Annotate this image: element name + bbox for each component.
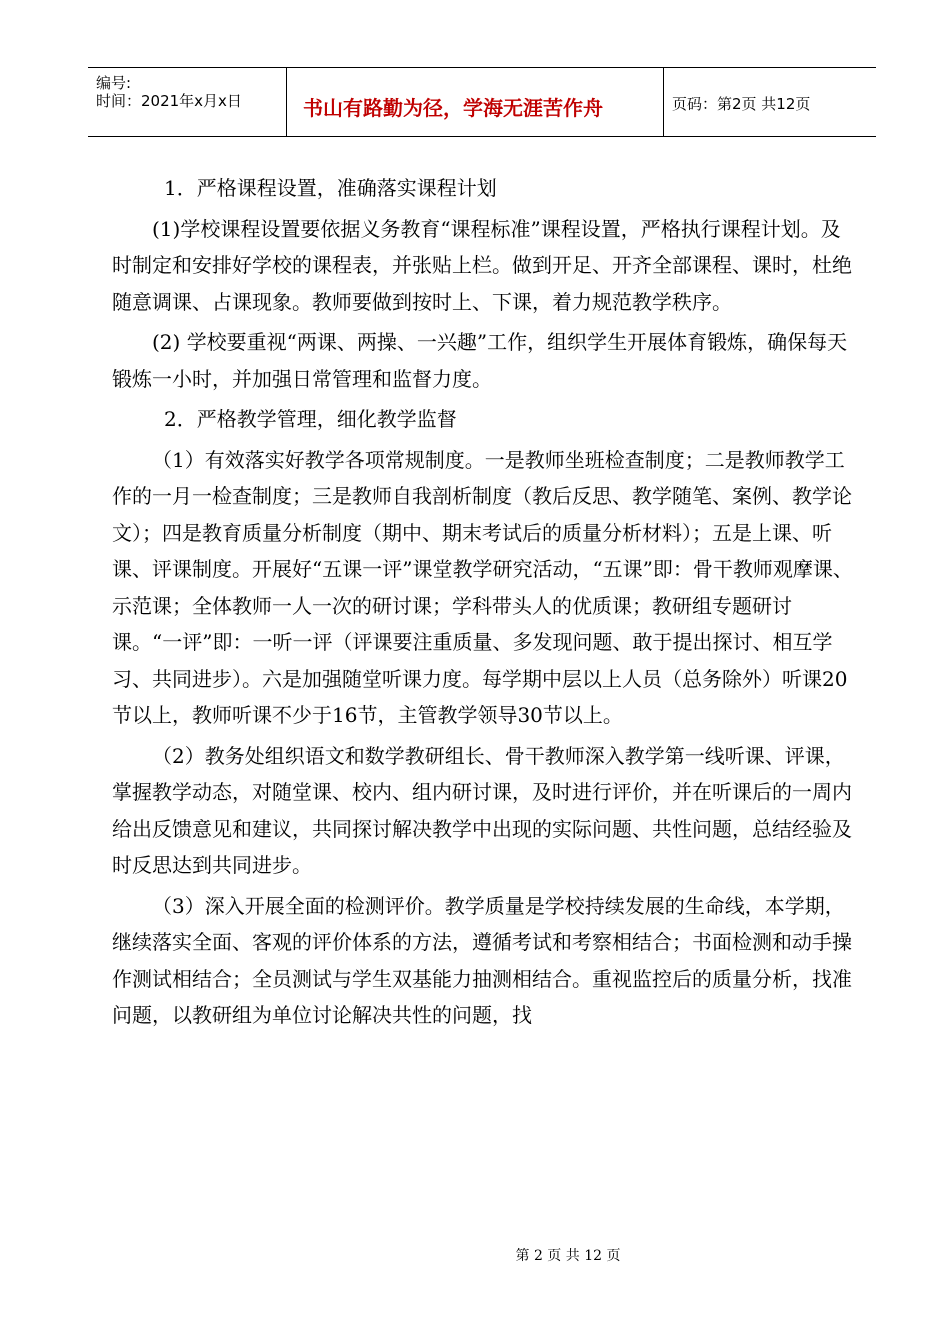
paragraph-2-1: （1）有效落实好教学各项常规制度。一是教师坐班检查制度；二是教师教学工作的一月一检查制度；三是教师自我剖析制度（教后反思、教学随笔、案例、教学论文）；四是教育质量分析制度（期中、期末考试后的质量分析材料）；五是上课、听课、评课制度。开展好“五课一评”课堂教学研究活动，“五课”即：骨干教师观摩课、示范课；全体教师一人一次的研讨课；学科带头人的优质课；教研组专题研讨课。“一评”即：一听一评（评课要注重质量、多发现问题、敢于提出探讨、相互学习、共同进步）。六是加强随堂听课力度。每学期中层以上人员（总务除外）听课20节以上，教师听课不少于16节，主管教学领导30节以上。 [112, 447, 853, 727]
time-label: 时间：2021年x月x日 [96, 92, 242, 110]
paragraph-1-2: (2) 学校要重视“两课、两操、一兴趣”工作，组织学生开展体育锻炼，确保每天锻炼一小时，并加强日常管理和监督力度。 [112, 330, 848, 391]
header-meta [88, 68, 287, 136]
page-footer [0, 1245, 950, 1265]
paragraph-2-2: （2）教务处组织语文和数学教研组长、骨干教师深入教学第一线听课、评课，掌握教学动态，对随堂课、校内、组内研讨课，及时进行评价，并在听课后的一周内给出反馈意见和建议，共同探讨解决教学中出现的实际问题、共性问题，总结经验及时反思达到共同进步。 [112, 743, 852, 877]
footer-page-number: 第 2 页 共 12 页 [515, 1248, 621, 1264]
serial-label: 编号: [96, 74, 132, 92]
motto-text: 书山有路勤为径，学海无涯苦作舟 [303, 96, 603, 120]
header-motto [287, 68, 664, 136]
page-header [88, 67, 876, 137]
paragraph-2-3: （3）深入开展全面的检测评价。教学质量是学校持续发展的生命线，本学期，继续落实全面、客观的评价体系的方法，遵循考试和考察相结合；书面检测和动手操作测试相结合；全员测试与学生双基能力抽测相结合。重视监控后的质量分析，找准问题，以教研组为单位讨论解决共性的问题，找 [112, 893, 852, 1027]
header-page-info [664, 68, 876, 136]
section-heading-2: 2．严格教学管理，细化教学监督 [164, 407, 457, 431]
paragraph-1-1: (1)学校课程设置要依据义务教育“课程标准”课程设置，严格执行课程计划。及时制定和安排好学校的课程表，并张贴上栏。做到开足、开齐全部课程、课时，杜绝随意调课、占课现象。教师要做到按时上、下课，着力规范教学秩序。 [112, 216, 852, 314]
document-body [112, 170, 854, 1034]
section-heading-1: 1．严格课程设置，准确落实课程计划 [164, 176, 497, 200]
page-info-text: 页码：第2页 共12页 [672, 95, 811, 113]
